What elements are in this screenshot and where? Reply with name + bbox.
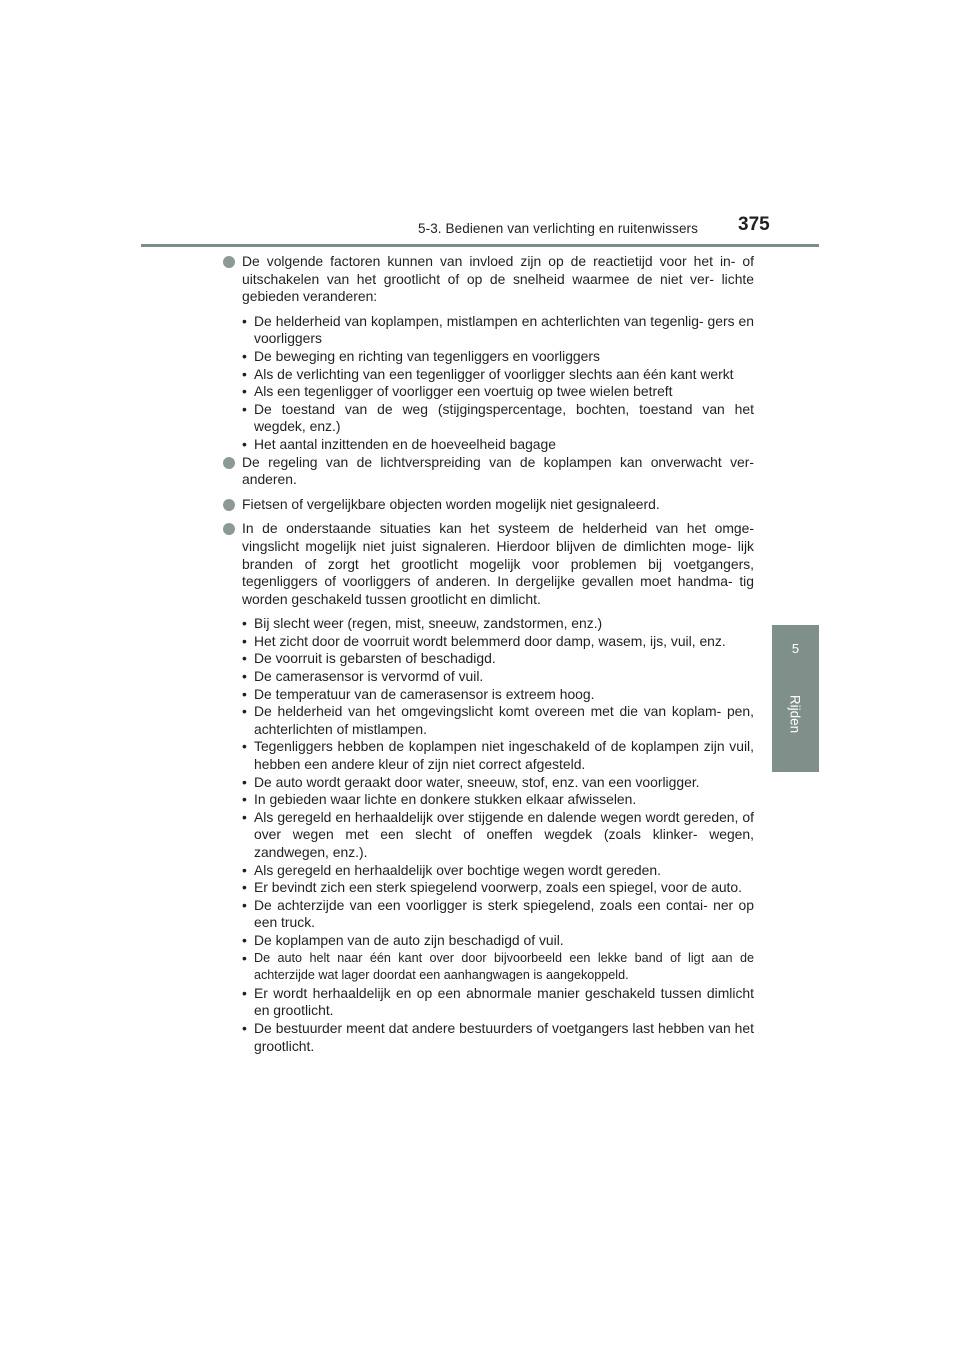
list-item: • Tegenliggers hebben de koplampen niet ingeschakeld of de koplampen zijn vuil, hebben een andere kleur of zijn niet correct afgesteld.	[242, 738, 754, 773]
page-content	[222, 253, 754, 1055]
list-item: • In gebieden waar lichte en donkere stukken elkaar afwisselen.	[242, 791, 637, 808]
list-item-text: De bestuurder meent dat andere bestuurders of voetgangers last hebben van het grootlicht.	[254, 1019, 754, 1054]
section-title: 5-3. Bedienen van verlichting en ruitenwissers	[418, 221, 698, 236]
sub-list	[222, 615, 754, 1055]
list-item: • De temperatuur van de camerasensor is extreem hoog.	[242, 685, 595, 702]
list-item: • Als de verlichting van een tegenligger of voorligger slechts aan één kant werkt	[242, 365, 734, 382]
section-text: In de onderstaande situaties kan het systeem de helderheid van het omge- vingslicht mogelijk niet juist signaleren. Hierdoor blijven de dimlichten moge- lijk branden of zorgt het grootlicht mogelijk voor problemen bij voetgangers, tegenliggers of voorliggers of anderen. In dergelijke gevallen moet handma- tig worden geschakeld tussen grootlicht en dimlicht.	[242, 520, 754, 607]
circle-bullet-icon	[223, 523, 235, 535]
list-item-text: Het aantal inzittenden en de hoeveelheid bagage	[254, 435, 556, 452]
list-item: • De camerasensor is vervormd of vuil.	[242, 668, 484, 685]
section-item	[222, 454, 754, 489]
list-item-text: De voorruit is gebarsten of beschadigd.	[254, 650, 496, 667]
list-item: • Er bevindt zich een sterk spiegelend voorwerp, zoals een spiegel, voor de auto.	[242, 879, 743, 896]
list-item: • De auto wordt geraakt door water, sneeuw, stof, enz. van een voorligger.	[242, 773, 700, 790]
list-item: • De auto helt naar één kant over door bijvoorbeeld een lekke band of ligt aan de achterzijde wat lager doordat een aanhangwagen is aangekoppeld.	[242, 949, 754, 983]
chapter-label: Rijden	[787, 694, 803, 734]
list-item: • De achterzijde van een voorligger is sterk spiegelend, zoals een contai- ner op een truck.	[242, 896, 754, 931]
section-text: De volgende factoren kunnen van invloed zijn op de reactietijd voor het in- of uitschakelen van het grootlicht of op de snelheid waarmee de niet ver- lichte gebieden veranderen:	[242, 253, 754, 305]
list-item: • Er wordt herhaaldelijk en op een abnormale manier geschakeld tussen dimlicht en grootlicht.	[242, 984, 754, 1019]
sub-list	[222, 313, 754, 454]
list-item-text: De camerasensor is vervormd of vuil.	[254, 668, 484, 685]
section-item	[222, 496, 754, 514]
list-item: • De helderheid van het omgevingslicht komt overeen met die van koplam- pen, achterlichten of mistlampen.	[242, 703, 754, 737]
list-item: • De beweging en richting van tegenliggers en voorliggers	[242, 347, 600, 364]
list-item-text: Als geregeld en herhaaldelijk over stijgende en dalende wegen wordt gereden, of over wegen met een slecht of oneffen wegdek (zoals klinker- wegen, zandwegen, enz.).	[254, 808, 754, 860]
list-item-text: Als de verlichting van een tegenligger of voorligger slechts aan één kant werkt	[254, 365, 734, 382]
list-item-text: Als geregeld en herhaaldelijk over bochtige wegen wordt gereden.	[254, 861, 661, 878]
list-item-text: De achterzijde van een voorligger is sterk spiegelend, zoals een contai- ner op een truck.	[254, 896, 754, 931]
list-item-text: In gebieden waar lichte en donkere stukken elkaar afwisselen.	[254, 791, 637, 808]
list-item: • Als geregeld en herhaaldelijk over bochtige wegen wordt gereden.	[242, 861, 661, 878]
list-item-text: Als een tegenligger of voorligger een voertuig op twee wielen betreft	[254, 383, 673, 400]
list-item-text: De toestand van de weg (stijgingspercentage, bochten, toestand van het wegdek, enz.)	[254, 400, 754, 435]
list-item: • De helderheid van koplampen, mistlampen en achterlichten van tegenlig- gers en voorliggers	[242, 312, 754, 347]
list-item-text: De auto helt naar één kant over door bijvoorbeeld een lekke band of ligt aan de achterzijde wat lager doordat een aanhangwagen is aangekoppeld.	[254, 950, 754, 983]
circle-bullet-icon	[223, 256, 235, 268]
list-item: • Het aantal inzittenden en de hoeveelheid bagage	[242, 435, 556, 452]
list-item: • De toestand van de weg (stijgingspercentage, bochten, toestand van het wegdek, enz.)	[242, 400, 754, 435]
section-item	[222, 520, 754, 608]
section-text: De regeling van de lichtverspreiding van de koplampen kan onverwacht ver- anderen.	[242, 453, 754, 488]
list-item: • De bestuurder meent dat andere bestuurders of voetgangers last hebben van het grootlicht.	[242, 1019, 754, 1054]
section-item	[222, 253, 754, 306]
list-item: • Bij slecht weer (regen, mist, sneeuw, zandstormen, enz.)	[242, 615, 603, 632]
header-divider	[141, 244, 819, 247]
list-item: • Het zicht door de voorruit wordt belemmerd door damp, wasem, ijs, vuil, enz.	[242, 632, 726, 649]
list-item: • Als geregeld en herhaaldelijk over stijgende en dalende wegen wordt gereden, of over wegen met een slecht of oneffen wegdek (zoals klinker- wegen, zandwegen, enz.).	[242, 808, 754, 860]
list-item-text: De beweging en richting van tegenliggers en voorliggers	[254, 347, 600, 364]
list-item-text: Er bevindt zich een sterk spiegelend voorwerp, zoals een spiegel, voor de auto.	[254, 879, 743, 896]
list-item-text: De helderheid van het omgevingslicht komt overeen met die van koplam- pen, achterlichten of mistlampen.	[254, 703, 754, 737]
list-item-text: De koplampen van de auto zijn beschadigd of vuil.	[254, 931, 564, 948]
chapter-number: 5	[791, 641, 800, 656]
list-item-text: Het zicht door de voorruit wordt belemmerd door damp, wasem, ijs, vuil, enz.	[254, 632, 726, 649]
circle-bullet-icon	[223, 499, 235, 511]
list-item: • Als een tegenligger of voorligger een voertuig op twee wielen betreft	[242, 383, 673, 400]
list-item: • De koplampen van de auto zijn beschadigd of vuil.	[242, 931, 564, 948]
list-item-text: De auto wordt geraakt door water, sneeuw, stof, enz. van een voorligger.	[254, 773, 700, 790]
chapter-label-box	[783, 691, 807, 737]
list-item-text: De helderheid van koplampen, mistlampen en achterlichten van tegenlig- gers en voorliggers	[254, 312, 754, 347]
list-item-text: Bij slecht weer (regen, mist, sneeuw, zandstormen, enz.)	[254, 615, 603, 632]
circle-bullet-icon	[223, 457, 235, 469]
page-number: 375	[738, 214, 770, 235]
list-item-text: Er wordt herhaaldelijk en op een abnormale manier geschakeld tussen dimlicht en grootlicht.	[254, 984, 754, 1019]
list-item-text: Tegenliggers hebben de koplampen niet ingeschakeld of de koplampen zijn vuil, hebben een andere kleur of zijn niet correct afgesteld.	[254, 738, 754, 773]
list-item-text: De temperatuur van de camerasensor is extreem hoog.	[254, 685, 595, 702]
section-text: Fietsen of vergelijkbare objecten worden mogelijk niet gesignaleerd.	[242, 495, 660, 512]
list-item: • De voorruit is gebarsten of beschadigd.	[242, 650, 496, 667]
